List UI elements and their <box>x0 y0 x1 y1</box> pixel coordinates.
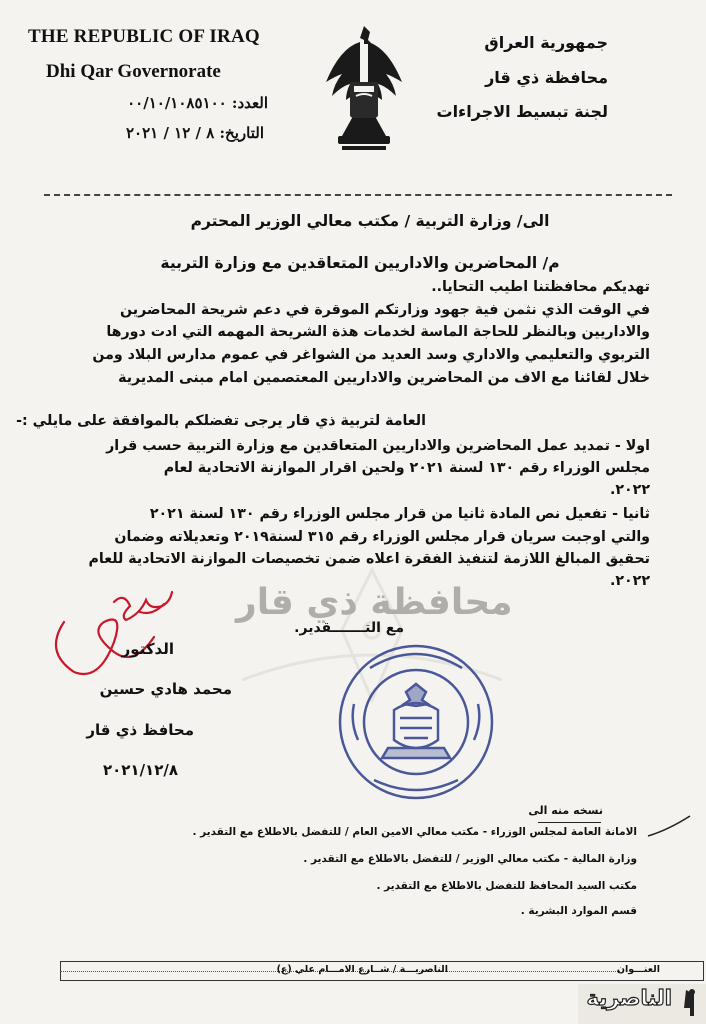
letter-subject: م/ المحاضرين والاداريين المتعاقدين مع وزارة التربية <box>160 254 560 272</box>
header-arabic-republic: جمهورية العراق <box>484 33 608 52</box>
document-number: العدد: ٠٠/١٠/١٠٨٥١٠٠ <box>127 94 268 112</box>
paragraph-line: التربوي والتعليمي والاداري وسد العديد من الشواغر في عموم مدارس البلاد ومن <box>92 347 650 363</box>
header-arabic-governorate: محافظة ذي قار <box>485 68 608 87</box>
iraq-eagle-emblem-icon <box>316 22 412 156</box>
header-divider <box>44 194 672 196</box>
official-stamp-icon <box>334 640 498 804</box>
paragraph-line: خلال لقائنا مع الاف من المحاضرين والاداريين المعتصمين امام مبنى المديرية <box>118 370 650 386</box>
letter-recipient: الى/ وزارة التربية / مكتب معالي الوزير المحترم <box>190 212 550 230</box>
header-arabic-committee: لجنة تبسيط الاجراءات <box>436 102 608 121</box>
letter-closing: مع التـــــــقدير. <box>294 620 404 636</box>
signatory-name: محمد هادي حسين <box>99 680 232 698</box>
handwritten-signature-icon <box>44 582 194 692</box>
copies-heading-underline <box>538 822 601 823</box>
copy-recipient: قسم الموارد البشرية . <box>520 905 637 917</box>
handwritten-tick-icon <box>646 814 692 840</box>
copies-heading: نسخه منه الى <box>528 804 603 817</box>
letter-greeting: تهديكم محافظتنا اطيب التحايا.. <box>431 279 650 295</box>
footer-address-label: العنـــوان <box>616 964 660 975</box>
header-english-governorate: Dhi Qar Governorate <box>46 61 221 82</box>
header-english-republic: THE REPUBLIC OF IRAQ <box>28 26 260 47</box>
watermark-text: محافظة ذي قار <box>236 582 513 623</box>
signature-date: ٢٠٢١/١٢/٨ <box>102 761 178 779</box>
footer-address: الناصريـــة / شــارع الامـــام علي (ع) <box>276 964 448 975</box>
document-date: التاريخ: ٨ / ١٢ / ٢٠٢١ <box>126 124 264 142</box>
item-two-line: ٢٠٢٢. <box>609 573 650 589</box>
copy-recipient: الامانة العامة لمجلس الوزراء - مكتب معالي الامين العام / للتفضل بالاطلاع مع التقدير . <box>192 826 637 838</box>
site-logo-text: الناصرية <box>586 986 672 1010</box>
signatory-role: محافظ ذي قار <box>86 721 194 739</box>
item-two-line: ثانيا - تفعيل نص المادة ثانيا من قرار مجلس الوزراء رقم ١٣٠ لسنة ٢٠٢١ <box>149 506 650 522</box>
item-one-line: ٢٠٢٢. <box>609 482 650 498</box>
item-two-line: تحقيق المبالغ اللازمة لتنفيذ الفقرة اعلاه ضمن تخصيصات الموازنة الاتحادية للعام <box>88 551 650 567</box>
copy-recipient: وزارة المالية - مكتب معالي الوزير / للتفضل بالاطلاع مع التقدير . <box>303 853 637 865</box>
paragraph-line: العامة لتربية ذي قار يرجى تفضلكم بالموافقة على مايلي :- <box>16 413 426 429</box>
item-one-line: اولا - تمديد عمل المحاضرين والاداريين المتعاقدين مع وزارة التربية حسب قرار <box>106 438 650 454</box>
item-two-line: والتي اوجبت سريان قرار مجلس الوزراء رقم ٣١٥ لسنة٢٠١٩ وتعديلاته وضمان <box>114 529 650 545</box>
copy-recipient: مكتب السيد المحافظ للتفضل بالاطلاع مع التقدير . <box>376 880 637 892</box>
paragraph-line: في الوقت الذي نثمن فية جهود وزارتكم الموقرة في دعم شريحة المحاضرين <box>120 302 650 318</box>
paragraph-line: والاداريين وبالنظر للحاجة الماسة لخدمات هذة الشريحة المهمه التي ادت دورها <box>106 324 650 340</box>
signatory-title: الدكتور <box>121 640 174 658</box>
item-one-line: مجلس الوزراء رقم ١٣٠ لسنة ٢٠٢١ ولحين اقرار الموازنة الاتحادية لعام <box>163 460 650 476</box>
